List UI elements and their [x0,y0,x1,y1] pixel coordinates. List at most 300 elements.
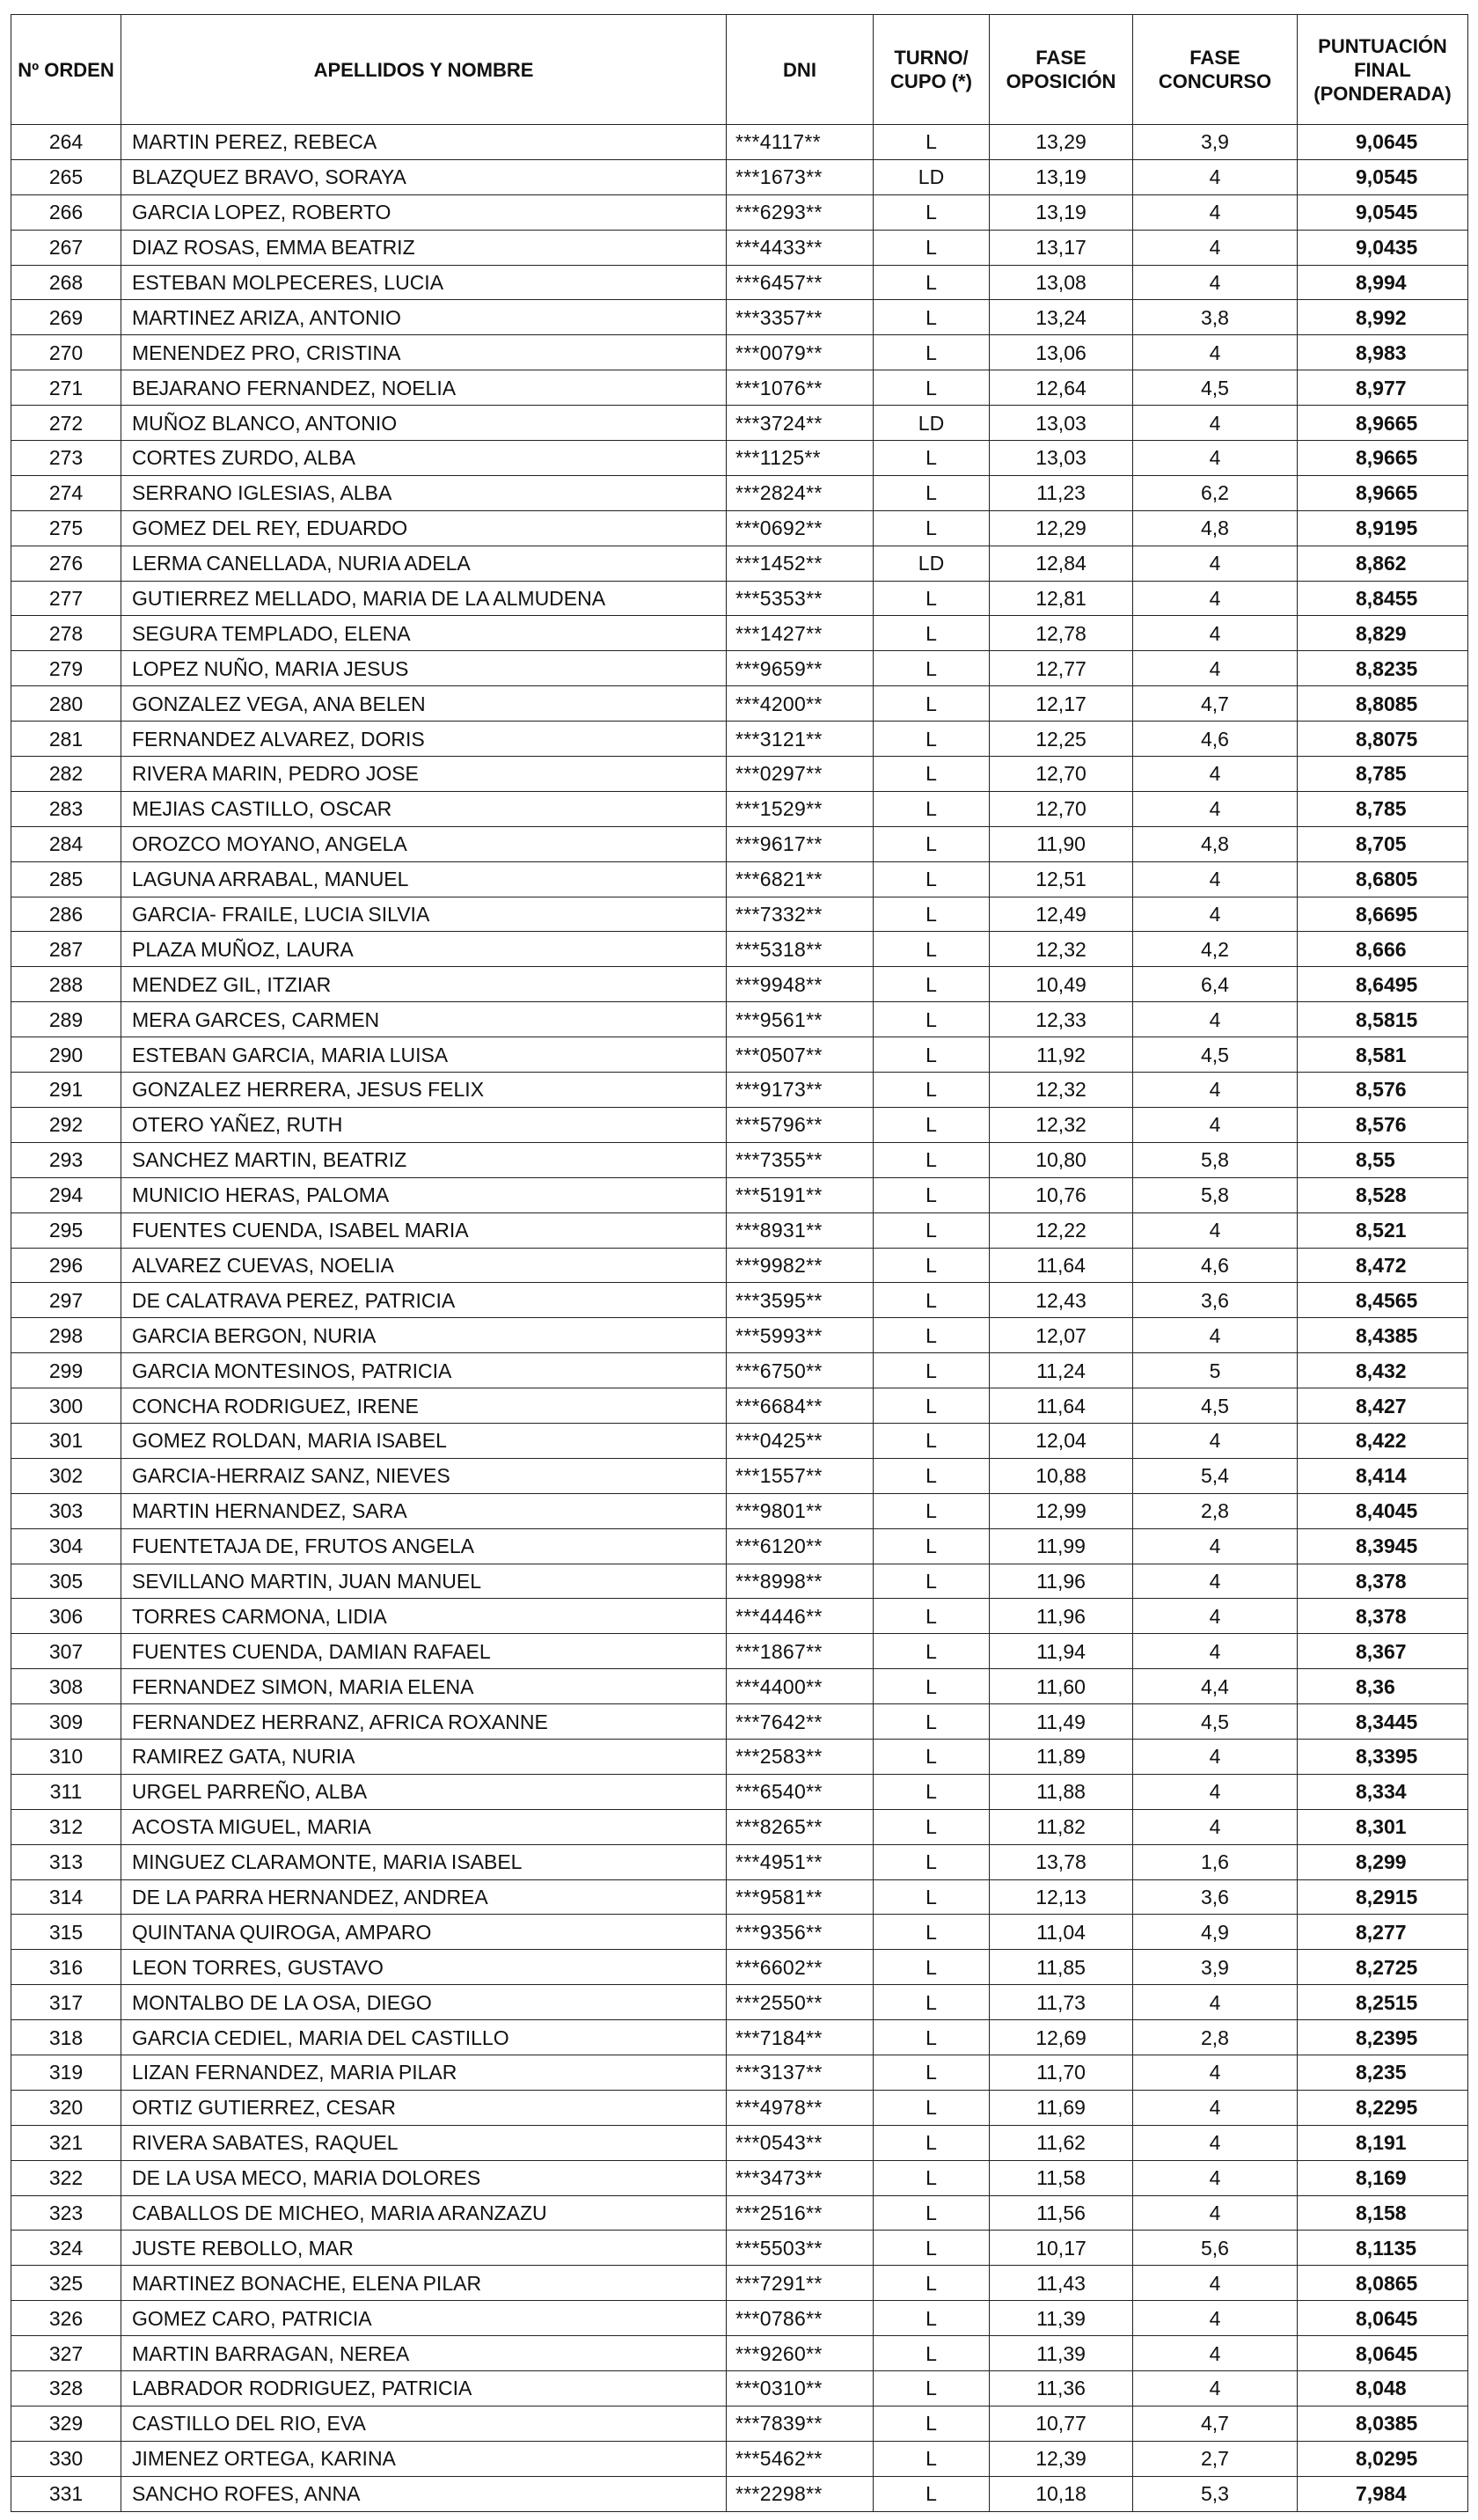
table-row [11,125,1468,160]
cell-orden: 279 [11,651,121,686]
cell-concurso: 4 [1133,1212,1298,1248]
cell-turno: L [874,2195,990,2231]
cell-orden: 268 [11,265,121,300]
cell-orden: 323 [11,2195,121,2231]
cell-oposicion: 10,17 [990,2231,1133,2266]
cell-orden: 278 [11,616,121,651]
cell-dni: ***3137** [727,2055,874,2090]
cell-dni: ***0079** [727,335,874,370]
cell-nombre: MARTIN HERNANDEZ, SARA [121,1493,727,1528]
cell-puntuacion: 8,705 [1298,826,1468,861]
cell-nombre: LIZAN FERNANDEZ, MARIA PILAR [121,2055,727,2090]
cell-turno: LD [874,159,990,194]
cell-puntuacion: 8,472 [1298,1248,1468,1283]
header-turno: TURNO/ CUPO (*) [874,15,990,125]
cell-concurso: 4 [1133,1107,1298,1142]
cell-oposicion: 12,22 [990,1212,1133,1248]
cell-oposicion: 11,24 [990,1353,1133,1388]
table-row [11,651,1468,686]
cell-turno: L [874,2371,990,2406]
cell-oposicion: 11,73 [990,1985,1133,2020]
cell-turno: L [874,2476,990,2511]
table-row [11,861,1468,897]
table-row [11,335,1468,370]
cell-oposicion: 13,24 [990,300,1133,335]
table-row [11,1950,1468,1985]
table-row [11,2195,1468,2231]
cell-puntuacion: 8,6695 [1298,897,1468,932]
cell-puntuacion: 8,829 [1298,616,1468,651]
cell-puntuacion: 8,4045 [1298,1493,1468,1528]
cell-turno: L [874,757,990,792]
cell-puntuacion: 8,5815 [1298,1002,1468,1037]
cell-concurso: 3,6 [1133,1879,1298,1915]
table-row [11,1634,1468,1669]
cell-dni: ***9801** [727,1493,874,1528]
table-row [11,1528,1468,1564]
cell-orden: 265 [11,159,121,194]
cell-turno: L [874,300,990,335]
cell-concurso: 4 [1133,159,1298,194]
cell-dni: ***7291** [727,2266,874,2301]
cell-turno: L [874,265,990,300]
table-row [11,510,1468,546]
cell-nombre: MARTINEZ BONACHE, ELENA PILAR [121,2266,727,2301]
cell-dni: ***6120** [727,1528,874,1564]
cell-oposicion: 12,84 [990,546,1133,581]
cell-orden: 301 [11,1423,121,1458]
cell-puntuacion: 8,334 [1298,1774,1468,1809]
cell-orden: 275 [11,510,121,546]
table-row [11,475,1468,510]
cell-puntuacion: 8,55 [1298,1142,1468,1177]
cell-puntuacion: 8,299 [1298,1844,1468,1879]
cell-puntuacion: 8,9195 [1298,510,1468,546]
cell-puntuacion: 8,6495 [1298,967,1468,1002]
cell-oposicion: 13,08 [990,265,1133,300]
cell-concurso: 6,4 [1133,967,1298,1002]
cell-puntuacion: 8,8235 [1298,651,1468,686]
cell-oposicion: 10,77 [990,2406,1133,2441]
cell-oposicion: 11,49 [990,1704,1133,1740]
cell-turno: L [874,1774,990,1809]
cell-puntuacion: 9,0545 [1298,159,1468,194]
cell-dni: ***3473** [727,2160,874,2195]
cell-dni: ***1125** [727,441,874,476]
cell-orden: 308 [11,1669,121,1704]
cell-dni: ***1529** [727,791,874,826]
cell-dni: ***6293** [727,194,874,230]
cell-concurso: 4 [1133,651,1298,686]
cell-dni: ***3121** [727,722,874,757]
cell-puntuacion: 8,301 [1298,1809,1468,1844]
cell-dni: ***4200** [727,686,874,722]
cell-nombre: LERMA CANELLADA, NURIA ADELA [121,546,727,581]
table-row [11,1142,1468,1177]
cell-concurso: 4 [1133,2266,1298,2301]
cell-puntuacion: 8,528 [1298,1177,1468,1212]
cell-dni: ***6821** [727,861,874,897]
cell-orden: 324 [11,2231,121,2266]
cell-oposicion: 13,03 [990,406,1133,441]
cell-orden: 296 [11,1248,121,1283]
cell-concurso: 5,6 [1133,2231,1298,2266]
table-row [11,370,1468,406]
cell-puntuacion: 8,432 [1298,1353,1468,1388]
cell-oposicion: 11,90 [990,826,1133,861]
cell-oposicion: 12,70 [990,791,1133,826]
cell-nombre: SERRANO IGLESIAS, ALBA [121,475,727,510]
cell-puntuacion: 8,2915 [1298,1879,1468,1915]
cell-nombre: ESTEBAN GARCIA, MARIA LUISA [121,1037,727,1073]
cell-orden: 271 [11,370,121,406]
cell-concurso: 4 [1133,1002,1298,1037]
cell-concurso: 4 [1133,791,1298,826]
table-row [11,1669,1468,1704]
cell-turno: L [874,897,990,932]
cell-orden: 310 [11,1739,121,1774]
cell-puntuacion: 8,521 [1298,1212,1468,1248]
cell-puntuacion: 8,9665 [1298,475,1468,510]
cell-orden: 314 [11,1879,121,1915]
cell-turno: L [874,1073,990,1108]
cell-puntuacion: 8,3445 [1298,1704,1468,1740]
cell-nombre: MONTALBO DE LA OSA, DIEGO [121,1985,727,2020]
cell-puntuacion: 8,576 [1298,1073,1468,1108]
cell-oposicion: 13,17 [990,230,1133,265]
table-row [11,1423,1468,1458]
cell-turno: L [874,826,990,861]
cell-dni: ***4978** [727,2090,874,2125]
cell-orden: 331 [11,2476,121,2511]
cell-nombre: GONZALEZ VEGA, ANA BELEN [121,686,727,722]
cell-turno: L [874,616,990,651]
cell-orden: 321 [11,2125,121,2160]
cell-puntuacion: 8,992 [1298,300,1468,335]
cell-oposicion: 13,19 [990,194,1133,230]
table-row [11,159,1468,194]
cell-nombre: GUTIERREZ MELLADO, MARIA DE LA ALMUDENA [121,581,727,616]
cell-concurso: 4,2 [1133,932,1298,967]
cell-turno: L [874,510,990,546]
cell-puntuacion: 8,235 [1298,2055,1468,2090]
cell-puntuacion: 8,581 [1298,1037,1468,1073]
cell-nombre: DE CALATRAVA PEREZ, PATRICIA [121,1283,727,1318]
cell-puntuacion: 7,984 [1298,2476,1468,2511]
cell-dni: ***6457** [727,265,874,300]
table-row [11,2125,1468,2160]
cell-concurso: 4 [1133,1318,1298,1353]
cell-turno: L [874,1002,990,1037]
cell-oposicion: 12,51 [990,861,1133,897]
table-row [11,826,1468,861]
cell-concurso: 4 [1133,2195,1298,2231]
cell-orden: 306 [11,1599,121,1634]
cell-dni: ***5191** [727,1177,874,1212]
cell-concurso: 4 [1133,265,1298,300]
cell-oposicion: 13,29 [990,125,1133,160]
cell-oposicion: 11,60 [990,1669,1133,1704]
table-row [11,1599,1468,1634]
cell-dni: ***7184** [727,2020,874,2055]
table-row [11,1388,1468,1424]
cell-puntuacion: 8,8085 [1298,686,1468,722]
cell-turno: L [874,1318,990,1353]
cell-turno: L [874,2406,990,2441]
cell-orden: 309 [11,1704,121,1740]
cell-concurso: 1,6 [1133,1844,1298,1879]
cell-oposicion: 10,18 [990,2476,1133,2511]
cell-dni: ***4433** [727,230,874,265]
cell-orden: 264 [11,125,121,160]
cell-concurso: 4 [1133,441,1298,476]
cell-dni: ***0692** [727,510,874,546]
cell-turno: L [874,1283,990,1318]
cell-orden: 307 [11,1634,121,1669]
cell-puntuacion: 8,378 [1298,1564,1468,1599]
cell-oposicion: 13,06 [990,335,1133,370]
cell-orden: 328 [11,2371,121,2406]
cell-nombre: CABALLOS DE MICHEO, MARIA ARANZAZU [121,2195,727,2231]
cell-puntuacion: 8,977 [1298,370,1468,406]
cell-nombre: RIVERA SABATES, RAQUEL [121,2125,727,2160]
cell-turno: L [874,2055,990,2090]
cell-orden: 277 [11,581,121,616]
cell-nombre: MARTINEZ ARIZA, ANTONIO [121,300,727,335]
cell-turno: L [874,194,990,230]
table-row [11,2160,1468,2195]
cell-oposicion: 11,99 [990,1528,1133,1564]
cell-puntuacion: 8,3395 [1298,1739,1468,1774]
cell-orden: 273 [11,441,121,476]
table-row [11,2301,1468,2336]
cell-puntuacion: 8,414 [1298,1458,1468,1493]
cell-orden: 311 [11,1774,121,1809]
cell-turno: L [874,581,990,616]
cell-dni: ***4117** [727,125,874,160]
cell-oposicion: 11,94 [990,1634,1133,1669]
header-puntuacion: PUNTUACIÓN FINAL (PONDERADA) [1298,15,1468,125]
cell-concurso: 4 [1133,581,1298,616]
cell-dni: ***3357** [727,300,874,335]
table-row [11,1107,1468,1142]
cell-dni: ***8998** [727,1564,874,1599]
cell-dni: ***8931** [727,1212,874,1248]
cell-dni: ***6602** [727,1950,874,1985]
cell-puntuacion: 8,0865 [1298,2266,1468,2301]
cell-puntuacion: 8,576 [1298,1107,1468,1142]
cell-dni: ***0297** [727,757,874,792]
cell-concurso: 4,6 [1133,1248,1298,1283]
cell-turno: L [874,1985,990,2020]
cell-nombre: FUENTES CUENDA, DAMIAN RAFAEL [121,1634,727,1669]
cell-puntuacion: 8,0295 [1298,2441,1468,2476]
cell-dni: ***1557** [727,1458,874,1493]
cell-puntuacion: 8,2295 [1298,2090,1468,2125]
cell-puntuacion: 9,0545 [1298,194,1468,230]
cell-dni: ***9982** [727,1248,874,1283]
table-row [11,1212,1468,1248]
cell-concurso: 4 [1133,1774,1298,1809]
cell-puntuacion: 8,994 [1298,265,1468,300]
table-row [11,932,1468,967]
cell-oposicion: 11,43 [990,2266,1133,2301]
cell-dni: ***7332** [727,897,874,932]
cell-dni: ***3595** [727,1283,874,1318]
cell-concurso: 4,7 [1133,2406,1298,2441]
cell-orden: 286 [11,897,121,932]
cell-puntuacion: 8,0385 [1298,2406,1468,2441]
cell-dni: ***4446** [727,1599,874,1634]
cell-concurso: 5 [1133,1353,1298,1388]
cell-dni: ***8265** [727,1809,874,1844]
cell-dni: ***0507** [727,1037,874,1073]
cell-puntuacion: 8,36 [1298,1669,1468,1704]
cell-nombre: FUENTETAJA DE, FRUTOS ANGELA [121,1528,727,1564]
cell-turno: L [874,651,990,686]
cell-oposicion: 10,80 [990,1142,1133,1177]
cell-oposicion: 11,82 [990,1809,1133,1844]
cell-oposicion: 11,96 [990,1564,1133,1599]
cell-oposicion: 11,64 [990,1248,1133,1283]
cell-concurso: 4 [1133,1073,1298,1108]
cell-concurso: 4,5 [1133,1704,1298,1740]
cell-turno: L [874,475,990,510]
cell-oposicion: 13,78 [990,1844,1133,1879]
cell-concurso: 4 [1133,230,1298,265]
cell-dni: ***5503** [727,2231,874,2266]
table-row [11,230,1468,265]
cell-orden: 272 [11,406,121,441]
table-row [11,1704,1468,1740]
table-row [11,2020,1468,2055]
cell-orden: 276 [11,546,121,581]
cell-puntuacion: 8,9665 [1298,406,1468,441]
cell-orden: 283 [11,791,121,826]
table-row [11,441,1468,476]
cell-orden: 295 [11,1212,121,1248]
cell-dni: ***6540** [727,1774,874,1809]
cell-nombre: MENENDEZ PRO, CRISTINA [121,335,727,370]
cell-dni: ***1076** [727,370,874,406]
cell-dni: ***4951** [727,1844,874,1879]
cell-turno: L [874,1107,990,1142]
cell-nombre: GARCIA LOPEZ, ROBERTO [121,194,727,230]
cell-orden: 327 [11,2336,121,2371]
cell-dni: ***9561** [727,1002,874,1037]
cell-orden: 299 [11,1353,121,1388]
cell-oposicion: 11,88 [990,1774,1133,1809]
cell-dni: ***1452** [727,546,874,581]
cell-orden: 316 [11,1950,121,1985]
cell-oposicion: 11,96 [990,1599,1133,1634]
cell-concurso: 4 [1133,897,1298,932]
cell-nombre: ACOSTA MIGUEL, MARIA [121,1809,727,1844]
cell-orden: 281 [11,722,121,757]
table-row [11,581,1468,616]
table-row [11,1879,1468,1915]
cell-orden: 317 [11,1985,121,2020]
cell-orden: 290 [11,1037,121,1073]
cell-puntuacion: 8,0645 [1298,2301,1468,2336]
cell-orden: 282 [11,757,121,792]
cell-concurso: 4 [1133,616,1298,651]
table-row [11,2476,1468,2511]
table-row [11,616,1468,651]
cell-nombre: OROZCO MOYANO, ANGELA [121,826,727,861]
cell-oposicion: 12,32 [990,1107,1133,1142]
cell-dni: ***9948** [727,967,874,1002]
cell-concurso: 4 [1133,406,1298,441]
cell-nombre: SEVILLANO MARTIN, JUAN MANUEL [121,1564,727,1599]
table-row [11,2055,1468,2090]
cell-dni: ***6684** [727,1388,874,1424]
cell-turno: L [874,722,990,757]
cell-concurso: 4 [1133,757,1298,792]
results-document [11,14,1467,2512]
cell-nombre: BEJARANO FERNANDEZ, NOELIA [121,370,727,406]
cell-dni: ***0543** [727,2125,874,2160]
cell-puntuacion: 8,9665 [1298,441,1468,476]
cell-nombre: GOMEZ ROLDAN, MARIA ISABEL [121,1423,727,1458]
cell-concurso: 2,8 [1133,1493,1298,1528]
cell-turno: L [874,1599,990,1634]
cell-nombre: LABRADOR RODRIGUEZ, PATRICIA [121,2371,727,2406]
cell-orden: 291 [11,1073,121,1108]
cell-puntuacion: 8,2395 [1298,2020,1468,2055]
cell-turno: L [874,2336,990,2371]
cell-nombre: ALVAREZ CUEVAS, NOELIA [121,1248,727,1283]
cell-puntuacion: 8,158 [1298,2195,1468,2231]
cell-nombre: CORTES ZURDO, ALBA [121,441,727,476]
cell-dni: ***9260** [727,2336,874,2371]
cell-dni: ***0425** [727,1423,874,1458]
table-row [11,1985,1468,2020]
cell-concurso: 6,2 [1133,475,1298,510]
header-nombre: APELLIDOS Y NOMBRE [121,15,727,125]
cell-turno: L [874,2125,990,2160]
cell-orden: 269 [11,300,121,335]
cell-dni: ***2583** [727,1739,874,1774]
cell-turno: L [874,861,990,897]
cell-oposicion: 12,25 [990,722,1133,757]
table-row [11,1318,1468,1353]
cell-concurso: 4,8 [1133,510,1298,546]
cell-nombre: FUENTES CUENDA, ISABEL MARIA [121,1212,727,1248]
cell-concurso: 5,3 [1133,2476,1298,2511]
table-row [11,1353,1468,1388]
table-row [11,406,1468,441]
cell-dni: ***7839** [727,2406,874,2441]
table-row [11,1493,1468,1528]
cell-turno: L [874,1458,990,1493]
cell-oposicion: 12,69 [990,2020,1133,2055]
table-row [11,546,1468,581]
cell-nombre: OTERO YAÑEZ, RUTH [121,1107,727,1142]
table-row [11,2336,1468,2371]
cell-orden: 304 [11,1528,121,1564]
cell-concurso: 4,5 [1133,1388,1298,1424]
cell-oposicion: 11,70 [990,2055,1133,2090]
cell-concurso: 3,6 [1133,1283,1298,1318]
cell-concurso: 4 [1133,2371,1298,2406]
cell-orden: 312 [11,1809,121,1844]
cell-turno: L [874,2231,990,2266]
cell-nombre: SEGURA TEMPLADO, ELENA [121,616,727,651]
cell-orden: 320 [11,2090,121,2125]
cell-turno: L [874,1248,990,1283]
cell-orden: 287 [11,932,121,967]
